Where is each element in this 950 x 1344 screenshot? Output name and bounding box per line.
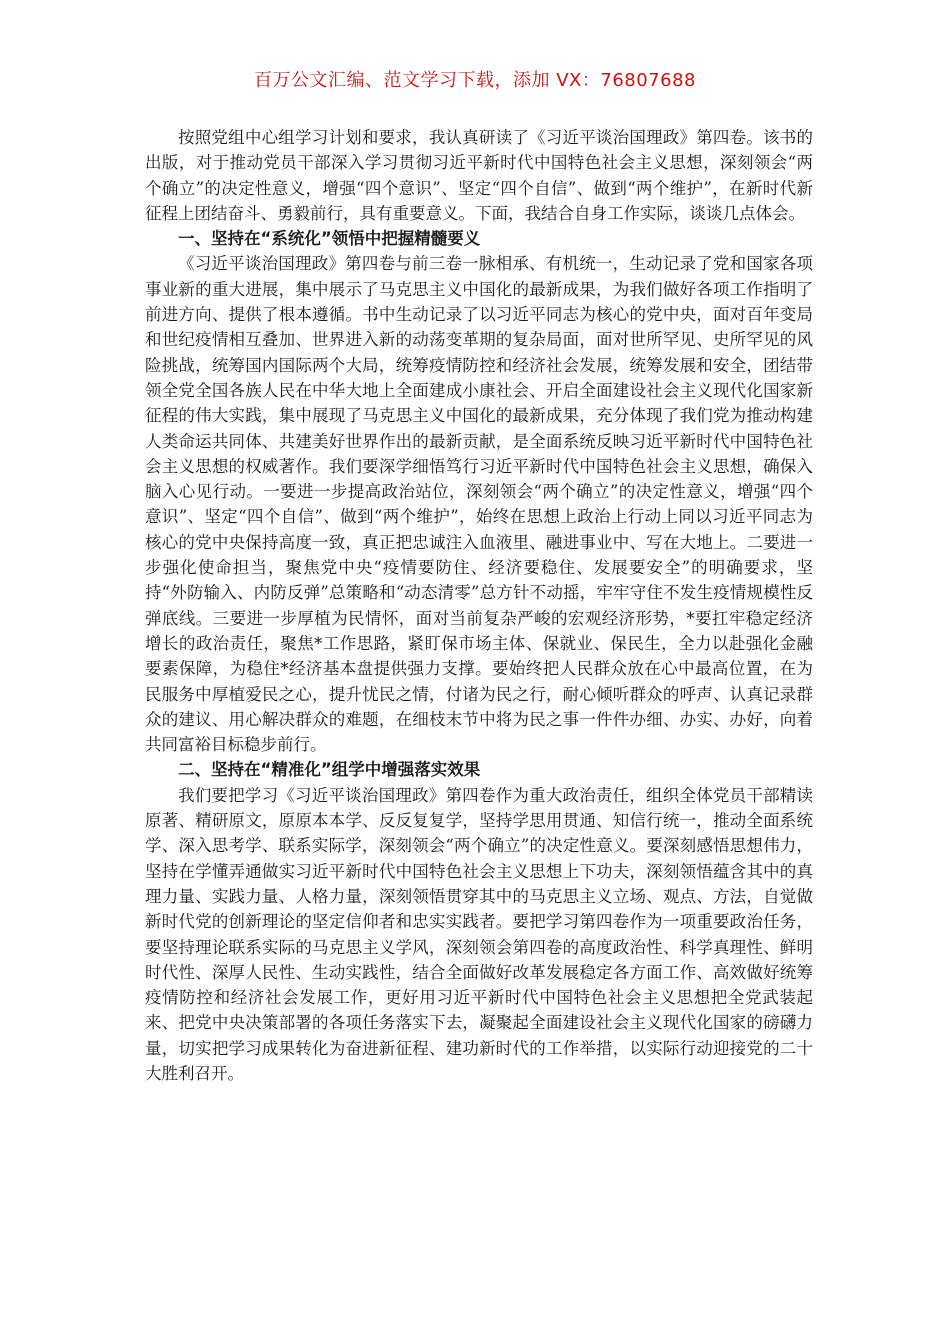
section-1-heading: 一、坚持在“系统化”领悟中把握精髓要义	[178, 229, 481, 249]
section-2-heading: 二、坚持在“精准化”组学中增强落实效果	[178, 760, 481, 780]
section-1-paragraph: 《习近平谈治国理政》第四卷与前三卷一脉相承、有机统一，生动记录了党和国家各项事业新的重大进展，集中展示了马克思主义中国化的最新成果，为我们做好各项工作指明了前进方向、提供了根本遵循。书中生动记录了以习近平同志为核心的党中央，面对百年变局和世纪疫情相互叠加、世界进入新的动荡变革期的复杂局面，面对世所罕见、史所罕见的风险挑战，统筹国内国际两个大局，统筹疫情防控和经济社会发展，统筹发展和安全，团结带领全党全国各族人民在中华大地上全面建成小康社会、开启全面建设社会主义现代化国家新征程的伟大实践，集中展现了马克思主义中国化的最新成果，充分体现了我们党为推动构建人类命运共同体、共建美好世界作出的最新贡献，是全面系统反映习近平新时代中国特色社会主义思想的权威著作。我们要深学细悟笃行习近平新时代中国特色社会主义思想，确保入脑入心见行动。一要进一步提高政治站位，深刻领会“两个确立”的决定性意义，增强“四个意识”、坚定“四个自信”、做到“两个维护”，始终在思想上政治上行动上同以习近平同志为核心的党中央保持高度一致，真正把忠诚注入血液里、融进事业中、写在大地上。二要进一步强化使命担当，聚焦党中央“疫情要防住、经济要稳住、发展要安全”的明确要求，坚持“外防输入、内防反弹”总策略和“动态清零”总方针不动摇，牢牢守住不发生疫情规模性反弹底线。三要进一步厚植为民情怀，面对当前复杂严峻的宏观经济形势，*要扛牢稳定经济增长的政治责任，聚焦*工作思路，紧盯保市场主体、保就业、保民生，全力以赴强化金融要素保障，为稳住*经济基本盘提供强力支撑。要始终把人民群众放在心中最高位置，在为民服务中厚植爱民之心，提升忧民之情，付诸为民之行，耐心倾听群众的呼声、认真记录群众的建议、用心解决群众的难题，在细枝末节中将为民之事一件件办细、办实、办好，向着共同富裕目标稳步前行。	[145, 254, 813, 755]
intro-paragraph: 按照党组中心组学习计划和要求，我认真研读了《习近平谈治国理政》第四卷。该书的出版，对于推动党员干部深入学习贯彻习近平新时代中国特色社会主义思想，深刻领会“两个确立”的决定性意义，增强“四个意识”、坚定“四个自信”、做到“两个维护”，在新时代新征程上团结奋斗、勇毅前行，具有重要意义。下面，我结合自身工作实际，谈谈几点体会。	[145, 128, 813, 223]
page-header-banner: 百万公文汇编、范文学习下载，添加 VX：76807688	[254, 70, 696, 91]
document-body	[145, 125, 813, 1086]
section-2-paragraph: 我们要把学习《习近平谈治国理政》第四卷作为重大政治责任，组织全体党员干部精读原著、精研原文，原原本本学、反反复复学，坚持学思用贯通、知信行统一，推动全面系统学、深入思考学、联系实际学，深刻领会“两个确立”的决定性意义。要深刻感悟思想伟力，坚持在学懂弄通做实习近平新时代中国特色社会主义思想上下功夫，深刻领悟蕴含其中的真理力量、实践力量、人格力量，深刻领悟贯穿其中的马克思主义立场、观点、方法，自觉做新时代党的创新理论的坚定信仰者和忠实实践者。要把学习第四卷作为一项重要政治任务，要坚持理论联系实际的马克思主义学风，深刻领会第四卷的高度政治性、科学真理性、鲜明时代性、深厚人民性、生动实践性，结合全面做好改革发展稳定各方面工作、高效做好统筹疫情防控和经济社会发展工作，更好用习近平新时代中国特色社会主义思想把全党武装起来、把党中央决策部署的各项任务落实下去，凝聚起全面建设社会主义现代化国家的磅礴力量，切实把学习成果转化为奋进新征程、建功新时代的工作举措，以实际行动迎接党的二十大胜利召开。	[145, 785, 813, 1083]
